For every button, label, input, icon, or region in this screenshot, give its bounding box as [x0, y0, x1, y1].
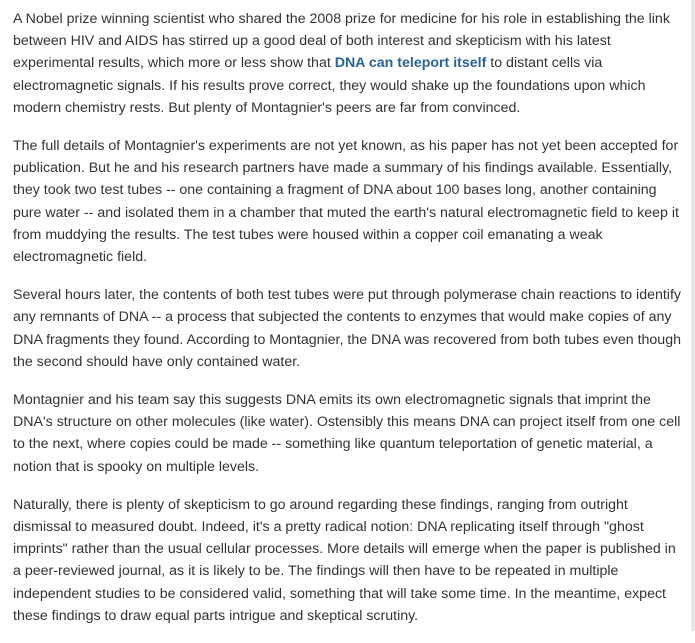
paragraph-1 [13, 8, 685, 119]
paragraph-5: Naturally, there is plenty of skepticism to go around regarding these findings, ranging from outright dismissal to measured doubt. Indeed, it's a pretty radical notion: DNA replicating itself through "ghost imprints" rather than the usual cellular processes. More details will emerge when the paper is published in a peer-reviewed journal, as it is likely to be. The findings will then have to be repeated in multiple independent studies to be considered valid, something that will take some time. In the meantime, expect these findings to draw equal parts intrigue and skeptical scrutiny. [13, 496, 676, 624]
dna-teleport-link[interactable]: DNA can teleport itself [334, 55, 487, 72]
paragraph-2: The full details of Montagnier's experiments are not yet known, as his paper has not yet been accepted for publication. But he and his research partners have made a summary of his findings available. Essentially, they took two test tubes -- one containing a fragment of DNA about 100 bases long, another containing pure water -- and isolated them in a chamber that muted the earth's natural electromagnetic field to keep it from muddying the results. The test tubes were housed within a copper coil emanating a weak electromagnetic field. [13, 138, 679, 266]
paragraph-1-text-after: to distant cells via electromagnetic signals. If his results prove correct, they would shake up the foundations upon which modern chemistry rests. But plenty of Montagnier's peers are far from convinced. [13, 55, 646, 116]
scrollbar-edge [691, 0, 695, 631]
article-body [13, 8, 685, 643]
paragraph-4: Montagnier and his team say this suggests DNA emits its own electromagnetic signals that imprint the DNA's structure on other molecules (like water). Ostensibly this means DNA can project itself from one cell to the next, where copies could be made -- something like quantum teleportation of genetic material, a notion that is spooky on multiple levels. [13, 392, 681, 475]
paragraph-3: Several hours later, the contents of both test tubes were put through polymerase chain reactions to identify any remnants of DNA -- a process that subjected the contents to enzymes that would make copies of any DNA fragments they found. According to Montagnier, the DNA was recovered from both tubes even though the second should have only contained water. [13, 287, 681, 370]
paragraph-1-text-before: A Nobel prize winning scientist who shared the 2008 prize for medicine for his role in establishing the link between HIV and AIDS has stirred up a good deal of both interest and skepticism with his latest experimental results, which more or less show that [13, 11, 670, 72]
